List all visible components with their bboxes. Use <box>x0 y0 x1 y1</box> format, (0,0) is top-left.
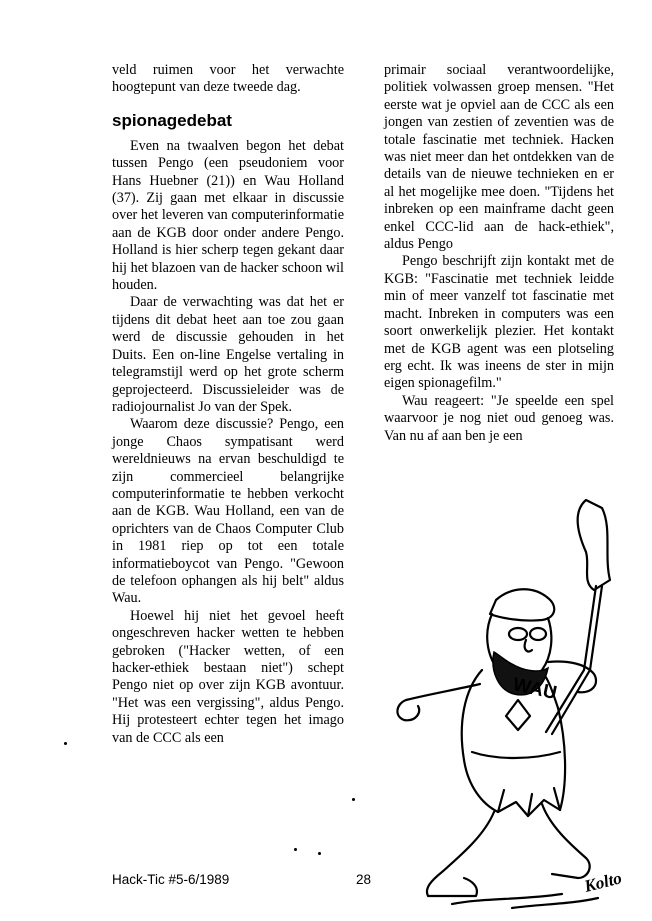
page-number: 28 <box>356 872 372 887</box>
paragraph-pengo-regret: Hoewel hij niet het gevoel heeft ongeschreven hacker wetten te hebben gebroken ("Hacker wetten, of een hacker-ethiek bestaan niet") schept Pengo niet op over zijn KGB avontuur. "Het was een vergissing", aldus Pengo. Hij protesteert echter tegen het imago van de CCC als een <box>112 607 344 746</box>
paragraph-debate-start: Even na twaalven begon het debat tussen Pengo (een pseudoniem voor Hans Huebner (21)) en Wau Holland (37). Zij gaan met elkaar in discussie over het leveren van computerinformatie aan de KGB door onder andere Pengo. Holland is hier scherp tegen gekant daar hij het blazoen van de hacker schoon wil houden. <box>112 137 344 294</box>
shirt-lettering: WAU <box>510 674 559 705</box>
right-leg <box>542 804 590 878</box>
footer-publication: Hack-Tic #5-6/1989 <box>112 872 230 887</box>
paragraph-kgb-contact: Pengo beschrijft zijn kontakt met de KGB: "Fascinatie met techniek leidde min of meer vanzelf tot fascinatie met macht. Inbreken in computers was een soort onwerkelijk plezier. Het kontakt met de KGB agent was een plotseling erg echt. Ik was ineens de ster in mijn eigen spionagefilm." <box>384 253 614 392</box>
paragraph-wau-reply: Wau reageert: "Je speelde een spel waarvoor je nog niet oud genoeg was. Van nu af aan ben je een <box>384 392 614 444</box>
section-heading: spionagedebat <box>112 110 232 130</box>
print-speck <box>318 852 321 855</box>
hat <box>490 589 554 620</box>
paragraph-language: Daar de verwachting was dat het er tijdens dit debat heet aan toe zou gaan werd de discussie gehouden in het Duits. Een on-line Engelse vertaling in telegramstijl werd op het grote scherm geprojecteerd. Discussieleider was de radiojournalist Jo van der Spek. <box>112 294 344 415</box>
left-leg <box>427 812 494 896</box>
hacker-with-axe-illustration <box>372 494 640 914</box>
paragraph-ccc-image: primair sociaal verantwoordelijke, politiek volwassen groep mensen. "Het eerste wat je opviel aan de CCC als een jongen van zestien of zeventien was de totale fascinatie met techniek. Hacken was niet meer dan het ontdekken van de details van de nieuwe technieken en er al het mogelijke mee doen. "Tijdens het inbreken op een mainframe dacht geen enkel CCC-lid aan de hack-ethiek", aldus Pengo <box>384 62 614 253</box>
print-speck <box>294 848 297 851</box>
print-speck <box>64 742 67 745</box>
paragraph-why-discussion: Waarom deze discussie? Pengo, een jonge Chaos sympatisant werd wereldnieuws na ervan beschuldigd te zijn commercieel belangrijke computerinformatie te hebben verkocht aan de KGB. Wau Holland, een van de oprichters van de Chaos Computer Club in 1981 riep op tot een totale informatieboycot van Pengo. "Gewoon de telefoon ophangen als hij belt" aldus Wau. <box>112 416 344 607</box>
right-column <box>384 62 614 445</box>
print-speck <box>352 798 355 801</box>
axe-head <box>578 500 610 590</box>
intro-paragraph: veld ruimen voor het verwachte hoogtepunt van deze tweede dag. <box>112 62 344 96</box>
left-arm <box>397 684 480 720</box>
left-column <box>112 62 344 747</box>
artist-signature: Kolto <box>582 868 624 896</box>
